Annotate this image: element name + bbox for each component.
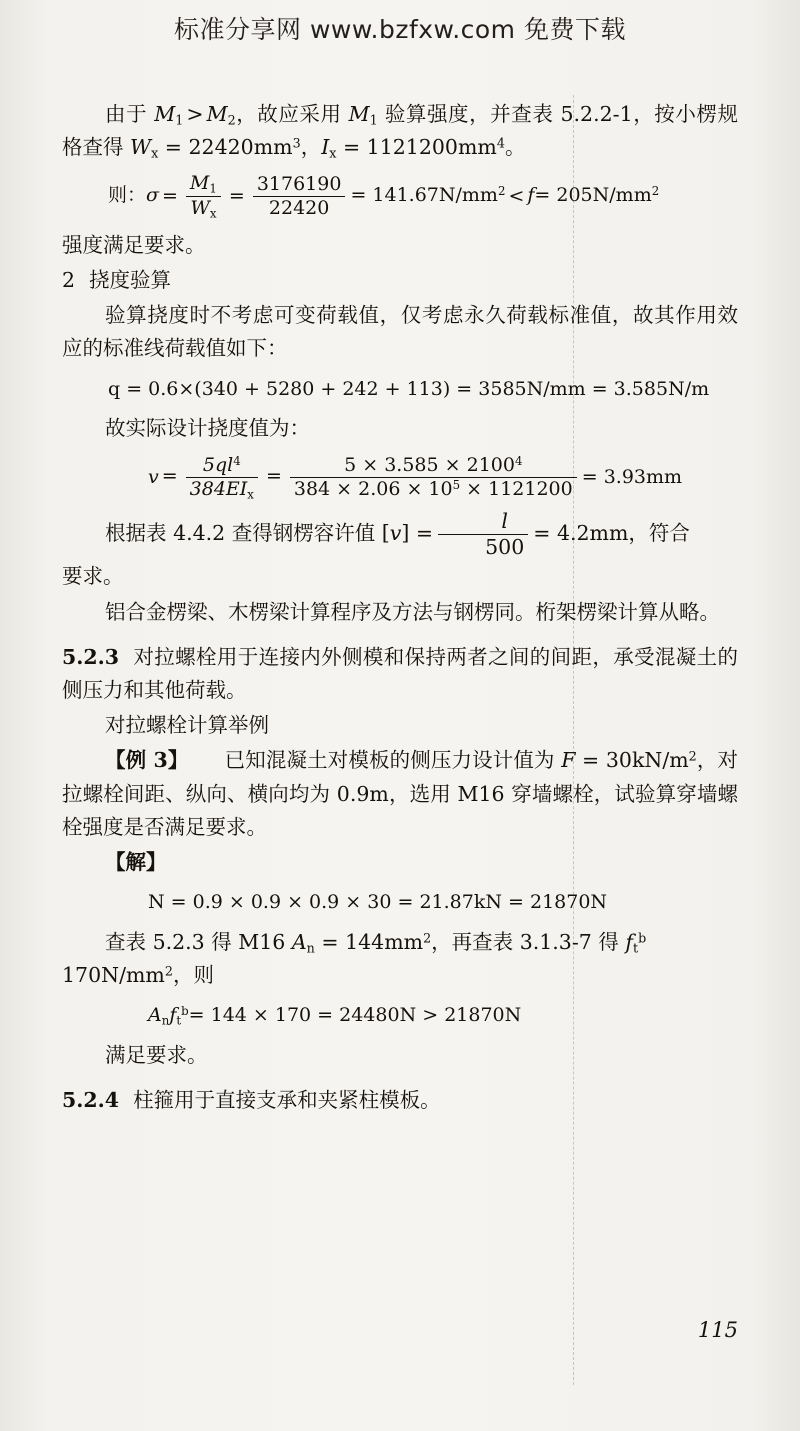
list-item-2 [62, 264, 738, 297]
section-text: 柱箍用于直接支承和夹紧柱模板。 [133, 1088, 441, 1113]
equation-Anft: $A_nf_t^b= 144 \times 170 = 24480N > 21870N$ [148, 1004, 522, 1028]
paragraph-2: 强度满足要求。 [62, 232, 206, 257]
paragraph-4: 故实际设计挠度值为： [105, 416, 311, 441]
list-label: 挠度验算 [89, 267, 172, 292]
paragraph-1: 由于 $M_1 > M_2$，故应采用 $M_1$ 验算强度，并查表 5.2.2-1，按小楞规格查得 $W_x = 22420mm^3$，$I_x = 1121200mm^4$。 [62, 102, 738, 161]
paragraph-5: 根据表 4.4.2 查得钢楞容许值 [v] = $\frac{l}{500}$ = 4.2mm，符合 [105, 509, 690, 560]
section-text: 对拉螺栓用于连接内外侧模和保持两者之间的间距，承受混凝土的侧压力和其他荷载。 [62, 644, 738, 703]
paragraph-5-cont: 要求。 [62, 564, 124, 589]
solution-label: 【解】 [105, 850, 167, 875]
watermark-text: 标准分享网 www.bzfxw.com 免费下载 [174, 15, 626, 44]
section-number: 5.2.3 [62, 644, 120, 669]
page-number: 115 [697, 1318, 738, 1342]
equation-sigma: 则：σ = $\frac{M_1}{W_x}$ = $\frac{3176190}{22420}$ = $141.67N/mm^2 < f= 205N/mm^2$ [108, 172, 660, 221]
fraction-l-500: $\frac{l}{500}$ [438, 509, 528, 560]
equation-q: q = 0.6×(340 + 5280 + 242 + 113) = 3585N/mm = 3.585N/m [108, 377, 710, 400]
list-number: 2 [62, 267, 76, 292]
equation-deflection: v = $\frac{5ql^4}{384EI_x}$ = $\frac{5 \times 3.585 \times 2100^4}{384 \times 2.06 \times 10^5 \times 1121200}$ = 3.93mm [148, 453, 683, 502]
fraction-5ql4-384EIx: $\frac{5ql^4}{384EI_x}$ [186, 454, 258, 502]
section-number: 5.2.4 [62, 1088, 120, 1113]
fraction-numbers: $\frac{3176190}{22420}$ [253, 173, 346, 220]
paragraph-8-cont: $170N/mm^2$，则 [62, 963, 214, 988]
equation-N: N = 0.9 × 0.9 × 0.9 × 30 = 21.87kN = 21870N [148, 891, 608, 914]
paragraph-6: 铝合金楞梁、木楞梁计算程序及方法与钢楞同。桁架楞梁计算从略。 [105, 599, 721, 624]
paragraph-7: 对拉螺栓计算举例 [105, 713, 270, 738]
example-label: 【例 3】 [105, 748, 189, 773]
fraction-M1-Wx: $\frac{M_1}{W_x}$ [186, 172, 221, 220]
fraction-deflection-numbers: $\frac{5 \times 3.585 \times 2100^4}{384 \times 2.06 \times 10^5 \times 1121200}$ [290, 454, 577, 502]
section-5-2-4 [62, 1084, 738, 1117]
document-body [62, 98, 738, 1120]
section-5-2-3 [62, 641, 738, 707]
paragraph-8: 查表 5.2.3 得 M16 $A_n = 144mm^2$，再查表 3.1.3-7 得 $f_t^b$ [105, 930, 647, 956]
example-3: 【例 3】 已知混凝土对模板的侧压力设计值为 $F = 30kN/m^2$，对拉螺栓间距、纵向、横向均为 0.9m，选用 M16 穿墙螺栓，试验算穿墙螺栓强度是否满足要求。 [62, 748, 739, 839]
paragraph-9: 满足要求。 [105, 1043, 208, 1068]
paragraph-3: 验算挠度时不考虑可变荷载值，仅考虑永久荷载标准值，故其作用效应的标准线荷载值如下： [62, 303, 738, 361]
